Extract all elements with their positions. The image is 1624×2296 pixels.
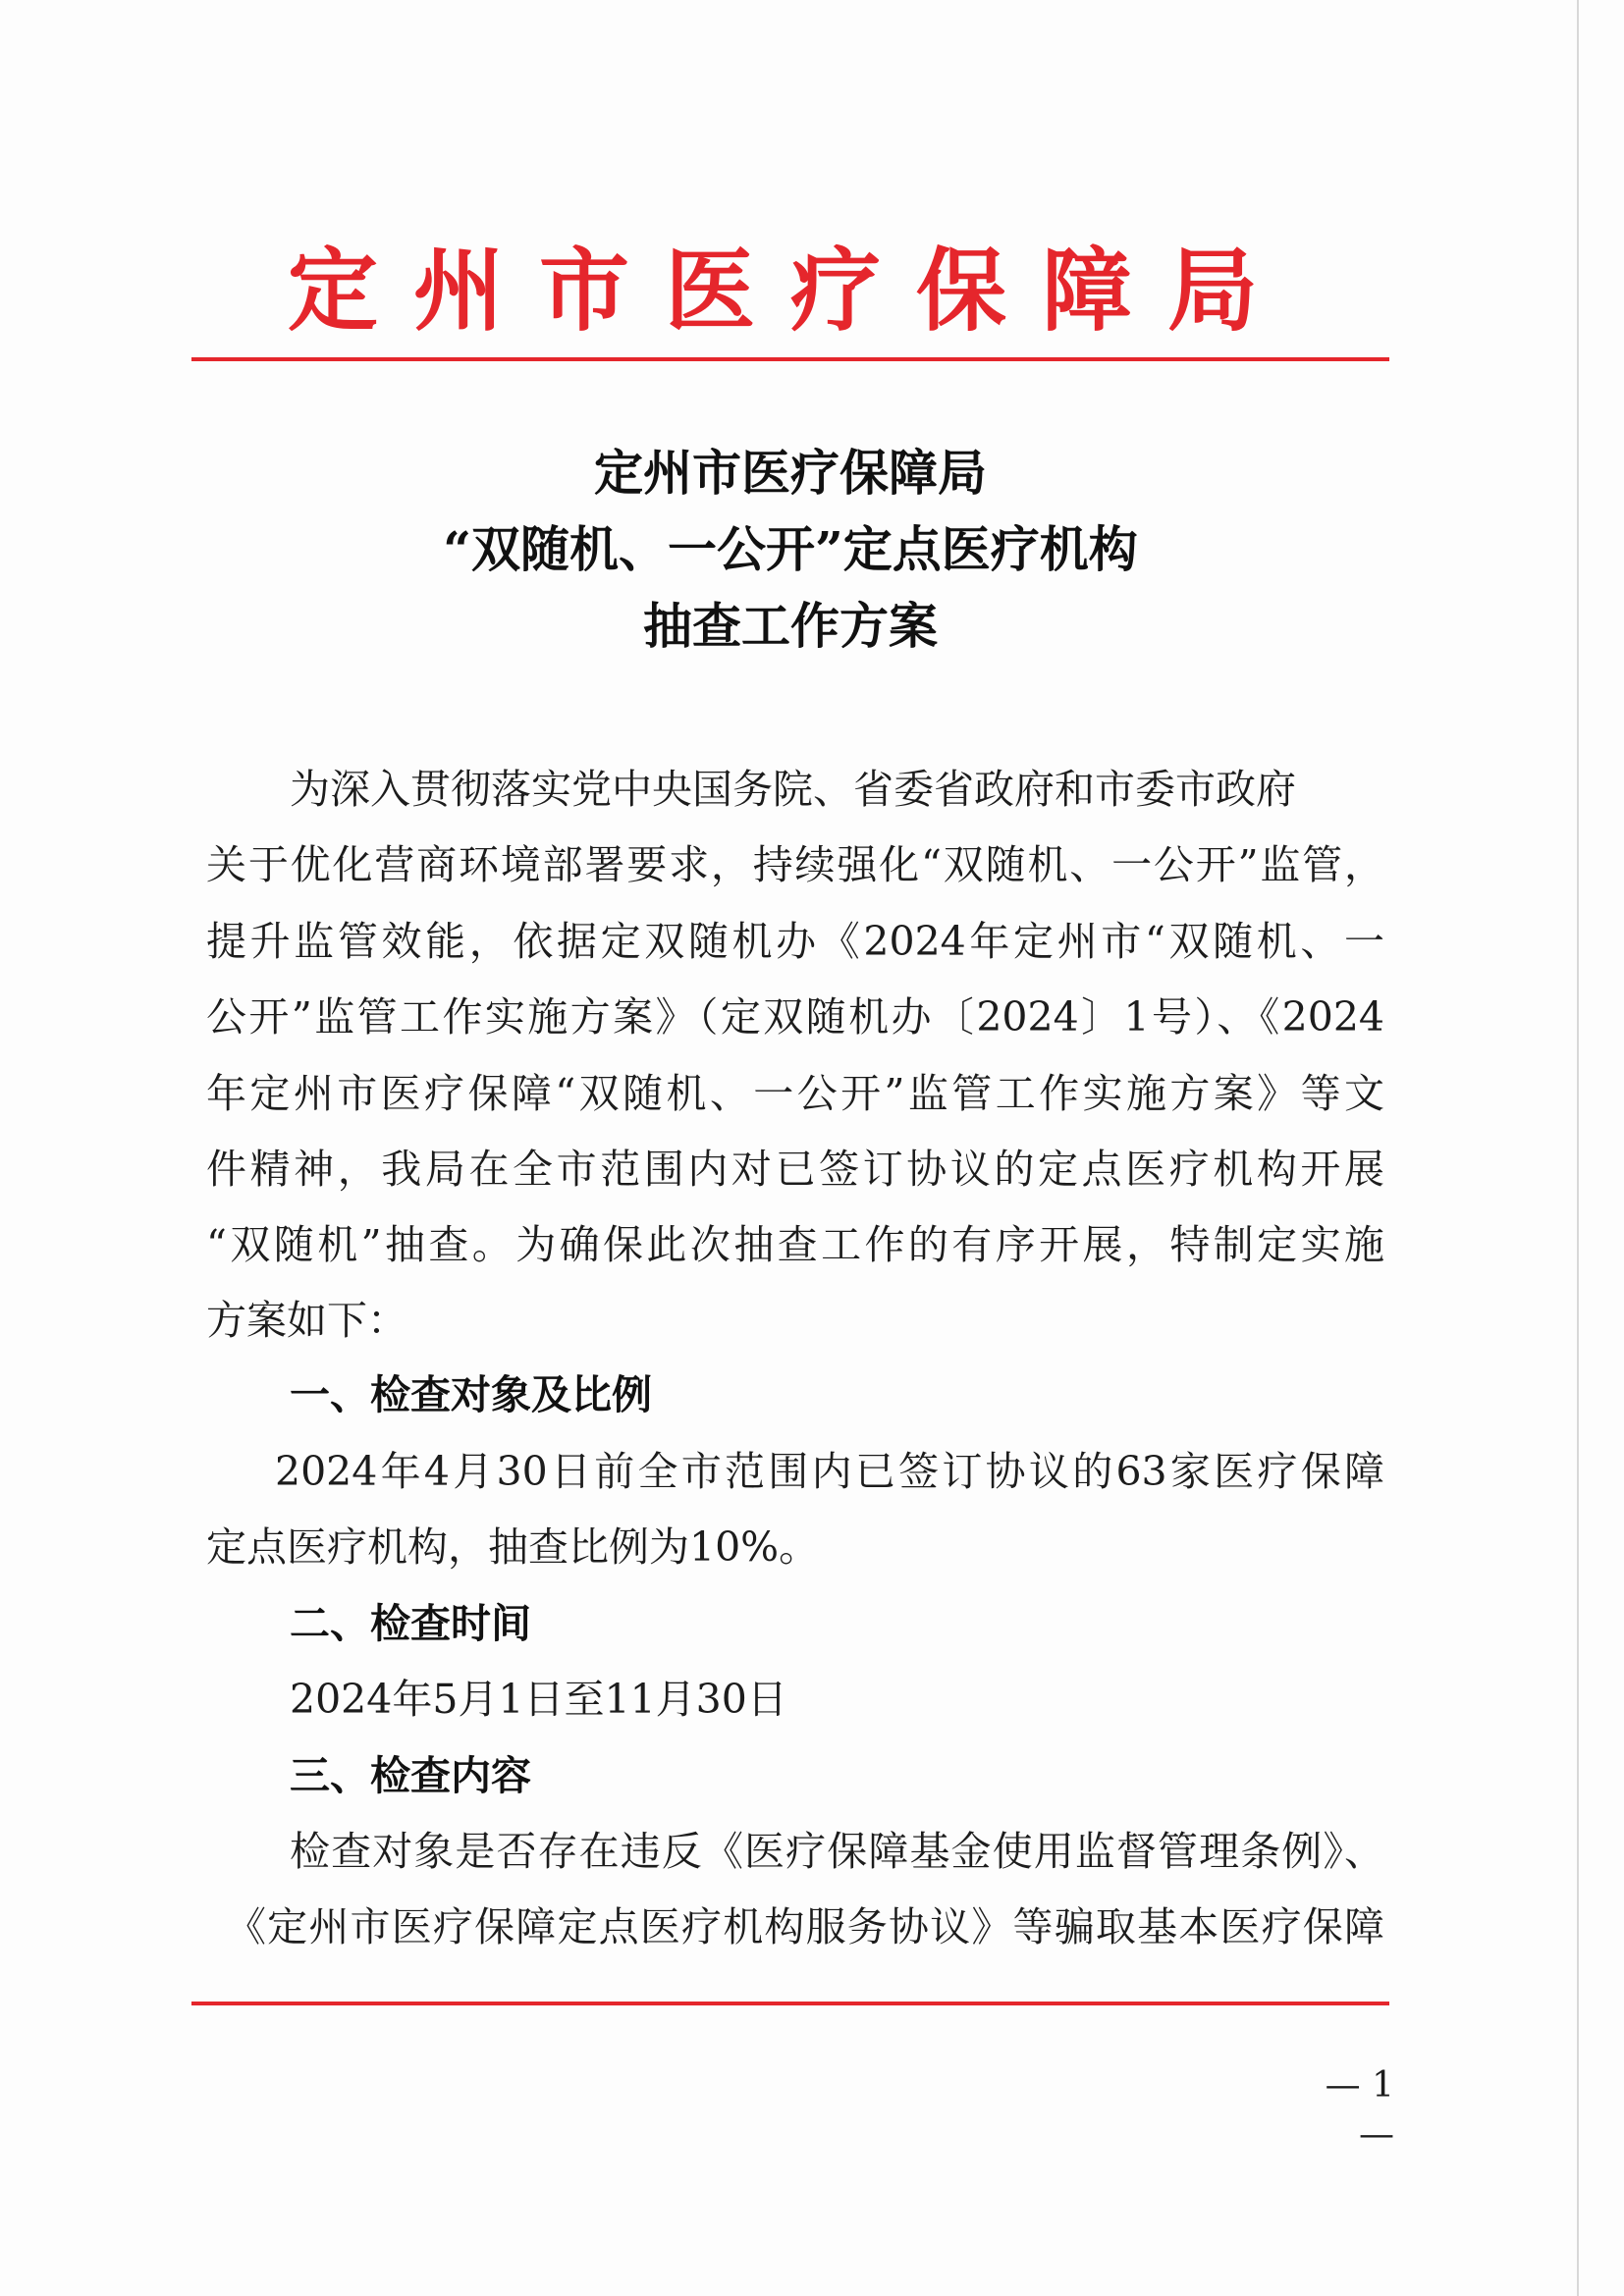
intro-line: 公开”监管工作实施方案》（定双随机办〔2024〕1号）、《2024 <box>206 993 1384 1041</box>
intro-line: 提升监管效能，依据定双随机办《2024年定州市“双随机、一 <box>206 918 1384 965</box>
masthead: 定州市医疗保障局 <box>287 239 1293 344</box>
title-line-1: 定州市医疗保障局 <box>594 444 987 502</box>
title-line-2: “双随机、一公开”定点医疗机构 <box>443 520 1138 578</box>
intro-line: 年定州市医疗保障“双随机、一公开”监管工作实施方案》等文 <box>206 1070 1384 1117</box>
page-number: — 1 — <box>1325 2065 1394 2155</box>
section-heading: 二、检查时间 <box>290 1600 531 1647</box>
section-line: 定点医疗机构，抽查比例为10%。 <box>206 1523 820 1571</box>
masthead-rule <box>191 357 1389 361</box>
intro-line: 关于优化营商环境部署要求，持续强化“双随机、一公开”监管， <box>206 841 1384 888</box>
intro-line: 为深入贯彻落实党中央国务院、省委省政府和市委市政府 <box>290 766 1296 813</box>
section-line: 《定州市医疗保障定点医疗机构服务协议》等骗取基本医疗保障 <box>226 1903 1384 1950</box>
section-line: 2024年5月1日至11月30日 <box>290 1676 787 1723</box>
intro-line: 方案如下： <box>206 1297 407 1344</box>
title-line-3: 抽查工作方案 <box>643 597 938 655</box>
section-heading: 三、检查内容 <box>290 1752 531 1799</box>
section-heading: 一、检查对象及比例 <box>290 1371 652 1418</box>
footer-rule <box>191 2002 1389 2005</box>
section-line: 2024年4月30日前全市范围内已签订协议的63家医疗保障 <box>275 1448 1384 1495</box>
intro-line: 件精神，我局在全市范围内对已签订协议的定点医疗机构开展 <box>206 1146 1384 1193</box>
page-edge <box>1577 0 1579 2296</box>
section-line: 检查对象是否存在违反《医疗保障基金使用监督管理条例》、 <box>290 1828 1384 1875</box>
intro-line: “双随机”抽查。为确保此次抽查工作的有序开展，特制定实施 <box>206 1221 1384 1268</box>
